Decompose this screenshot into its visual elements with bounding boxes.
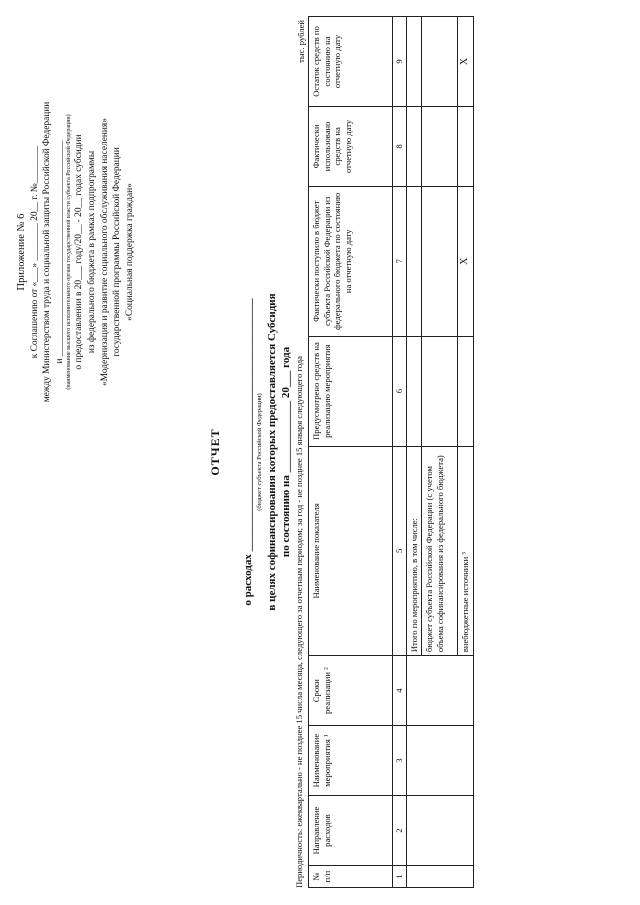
table-cell — [406, 796, 473, 866]
table-cell — [406, 656, 473, 726]
table-cell — [406, 106, 422, 186]
col-header: Остаток средств по состоянию на отчетную дату — [309, 17, 393, 107]
col-number: 5 — [393, 446, 407, 656]
partner-note: (наименование высшего исполнительного органа государственной власти субъекта Российской Федерации) — [66, 114, 73, 390]
report-date-line: по состоянию на _____________ 20___ года — [280, 346, 292, 558]
x-mark: X — [458, 17, 474, 107]
table-row — [406, 17, 422, 888]
row-label-total: Итого по мероприятию, в том числе: — [406, 446, 422, 656]
table-cell — [406, 186, 422, 336]
ministry-line: между Министерством труда и социальной защиты Российской Федерации — [42, 101, 53, 403]
col-header: Направление расходов — [309, 796, 393, 866]
col-header: Фактически поступило в бюджет субъекта Российской Федерации из федерального бюджета по состоянию на отчетную дату — [309, 186, 393, 336]
units-label: тыс. рублей — [296, 20, 306, 63]
col-number: 3 — [393, 726, 407, 796]
report-heading — [208, 12, 293, 892]
col-number: 6 — [393, 336, 407, 446]
budget-line: из федерального бюджета в рамках подпрограммы — [86, 150, 97, 354]
table-cell — [422, 186, 458, 336]
rotated-page — [12, 12, 627, 892]
col-header: Предусмотрено средств на реализацию мероприятия — [309, 336, 393, 446]
col-header: № п/п — [309, 866, 393, 888]
col-header: Наименование мероприятия ¹ — [309, 726, 393, 796]
table-cell — [422, 17, 458, 107]
periodicity-text: Периодичность: ежеквартально - не позднее 15 числа месяца, следующего за отчетным периодом; за год - не позднее 15 января следующего года — [294, 356, 304, 888]
table-cell — [422, 106, 458, 186]
col-number: 1 — [393, 866, 407, 888]
appendix-title: Приложение № 6 — [16, 213, 27, 291]
table-cell — [406, 17, 422, 107]
col-number: 4 — [393, 656, 407, 726]
col-number: 8 — [393, 106, 407, 186]
x-mark: X — [458, 186, 474, 336]
appendix-header — [16, 42, 136, 462]
report-budget-note: (бюджет субъекта Российской Федерации) — [256, 393, 263, 511]
table-cell — [406, 866, 473, 888]
report-purpose-line: в целях софинансирования которых предоставляется Субсидия — [266, 293, 278, 611]
col-header: Наименование показателя — [309, 446, 393, 656]
subprogram-line: «Модернизация и развитие социального обслуживания населения» — [99, 118, 110, 386]
col-number: 7 — [393, 186, 407, 336]
report-expenses-line: о расходах ______________________________________________ — [242, 298, 254, 606]
column-number-row — [393, 17, 407, 888]
col-header: Фактически использовано средств на отчетную дату — [309, 106, 393, 186]
col-header: Сроки реализации ² — [309, 656, 393, 726]
row-label-extrabudgetary: внебюджетные источники ³ — [458, 446, 474, 656]
table-cell — [406, 336, 422, 446]
agreement-line: к Соглашению от «___» ________ 20__ г. №________ — [29, 145, 40, 359]
partner-line: и ______________________________________________ — [54, 140, 65, 364]
row-label-regional-budget: бюджет субъекта Российской Федерации (с учетом объема софинансирования из федерального бюджета) — [422, 446, 458, 656]
report-title: ОТЧЕТ — [208, 428, 222, 476]
table-header-row — [309, 17, 393, 888]
col-number: 2 — [393, 796, 407, 866]
subsidy-line: о предоставлении в 20___ году/20__ - 20__ годах субсидии — [74, 134, 85, 370]
report-table — [308, 16, 474, 888]
col-number: 9 — [393, 17, 407, 107]
table-cell — [458, 336, 474, 446]
table-cell — [422, 336, 458, 446]
program-name-line: «Социальная поддержка граждан» — [124, 183, 135, 321]
program-line: государственной программы Российской Федерации — [112, 147, 123, 357]
table-cell — [458, 106, 474, 186]
table-cell — [406, 726, 473, 796]
